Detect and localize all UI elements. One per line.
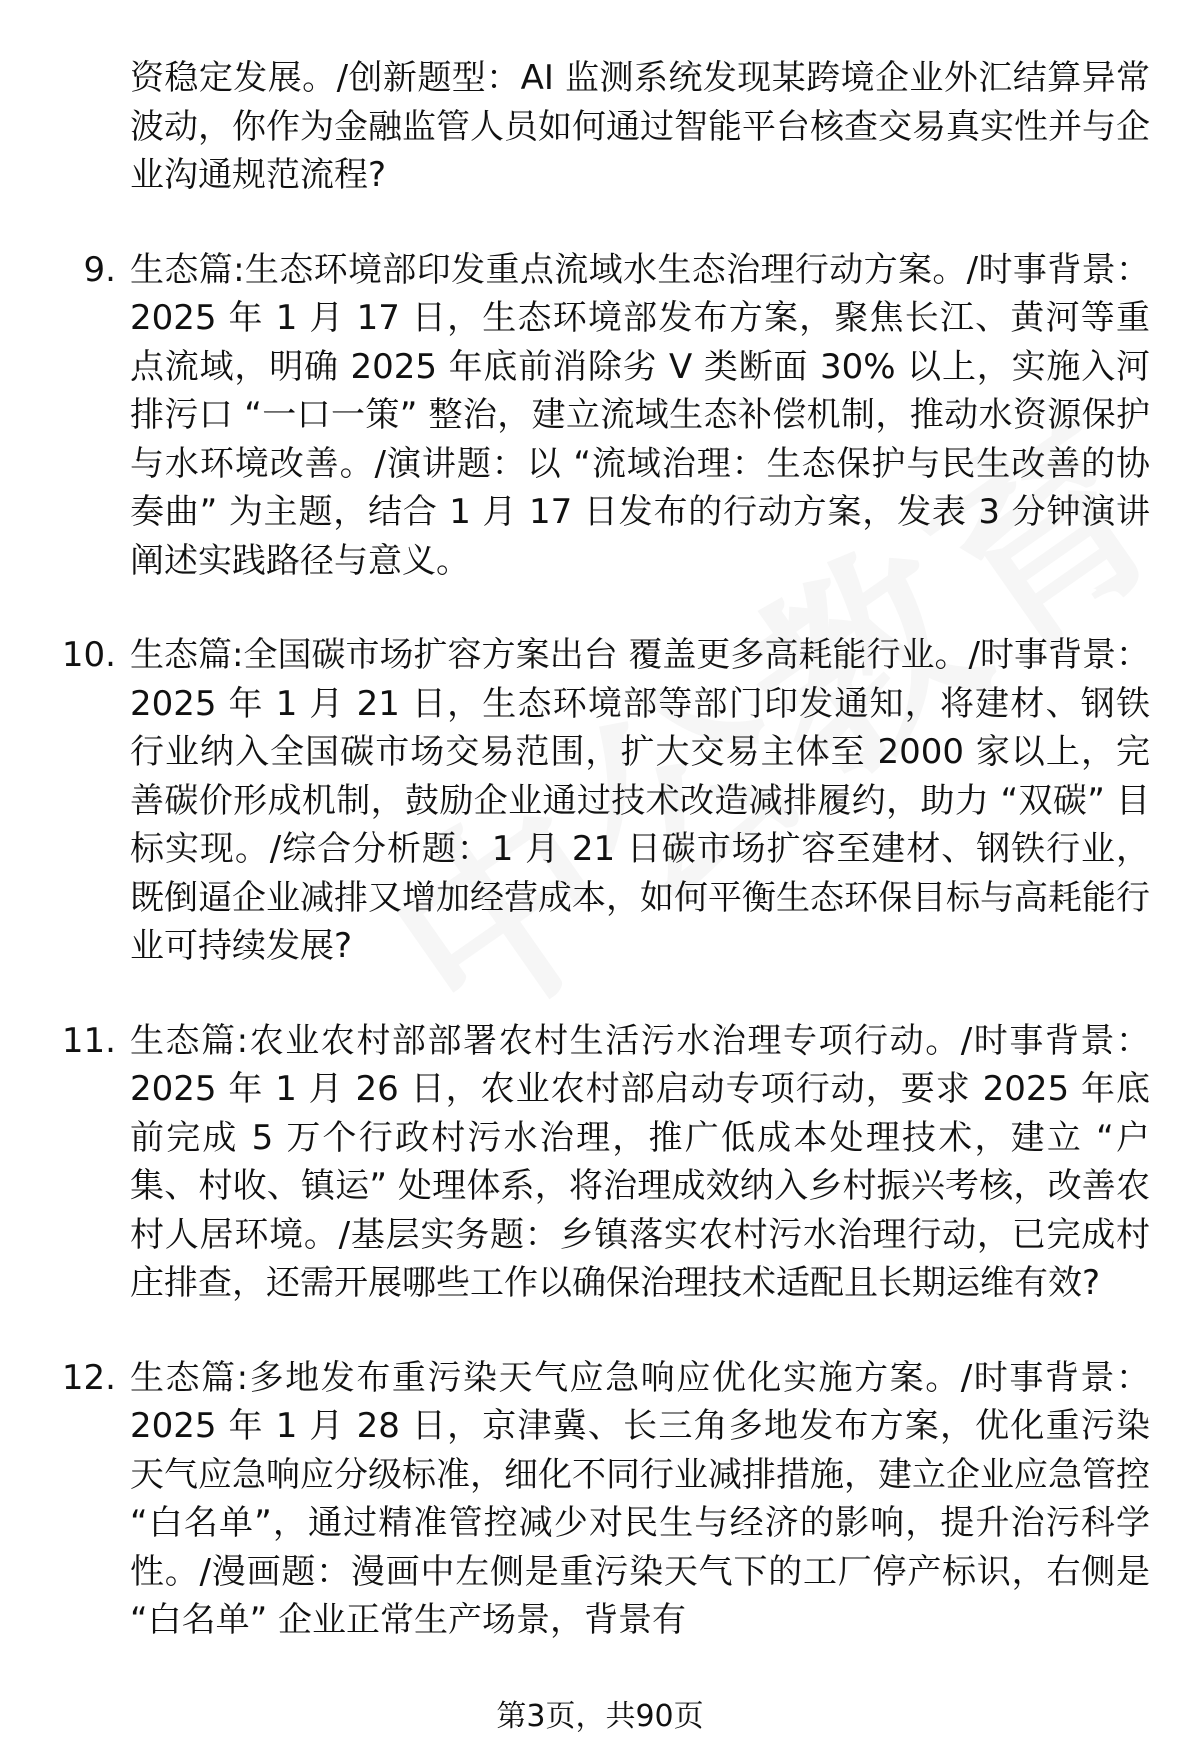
continuation-paragraph: 资稳定发展。/创新题型：AI 监测系统发现某跨境企业外汇结算异常波动，你作为金融监管人员如何通过智能平台核查交易真实性并与企业沟通规范流程? [130,58,1150,195]
item-text: 生态篇:多地发布重污染天气应急响应优化实施方案。/时事背景：2025 年 1 月 28 日，京津冀、长三角多地发布方案，优化重污染天气应急响应分级标准，细化不同行业减排措施，建立企业应急管控 “白名单”，通过精准管控减少对民生与经济的影响，提升治污科学性。/漫画题：漫画中左侧是重污染天气下的工厂停产标识，右侧是 “白名单” 企业正常生产场景，背景有 [130,1357,1150,1640]
item-text: 生态篇:生态环境部印发重点流域水生态治理行动方案。/时事背景：2025 年 1 月 17 日，生态环境部发布方案，聚焦长江、黄河等重点流域，明确 2025 年底前消除劣 V 类断面 30% 以上，实施入河排污口 “一口一策” 整治，建立流域生态补偿机制，推动水资源保护与水环境改善。/演讲题：以 “流域治理：生态保护与民生改善的协奏曲” 为主题，结合 1 月 17 日发布的行动方案，发表 3 分钟演讲阐述实践路径与意义。 [130,249,1150,581]
item-text: 生态篇:全国碳市场扩容方案出台 覆盖更多高耗能行业。/时事背景：2025 年 1 月 21 日，生态环境部等部门印发通知，将建材、钢铁行业纳入全国碳市场交易范围，扩大交易主体至 2000 家以上，完善碳价形成机制，鼓励企业通过技术改造减排履约，助力 “双碳” 目标实现。/综合分析题：1 月 21 日碳市场扩容至建材、钢铁行业，既倒逼企业减排又增加经营成本，如何平衡生态环保目标与高耗能行业可持续发展? [130,635,1150,966]
item-number: 9. [83,249,116,290]
list-item-10 [61,631,1150,971]
page-content [0,54,1200,1645]
list-item-12 [61,1354,1150,1645]
item-number: 10. [61,635,116,675]
item-text: 生态篇:农业农村部部署农村生活污水治理专项行动。/时事背景：2025 年 1 月 26 日，农业农村部启动专项行动，要求 2025 年底前完成 5 万个行政村污水治理，推广低成本处理技术，建立 “户集、村收、镇运” 处理体系，将治理成效纳入乡村振兴考核，改善农村人居环境。/基层实务题：乡镇落实农村污水治理行动，已完成村庄排查，还需开展哪些工作以确保治理技术适配且长期运维有效? [130,1020,1150,1303]
list-item-11 [61,1017,1150,1308]
item-number: 12. [61,1357,116,1398]
page-footer: 第3页，共90页 [496,1699,704,1734]
list-item-9 [83,246,1150,586]
item-number: 11. [61,1020,116,1061]
